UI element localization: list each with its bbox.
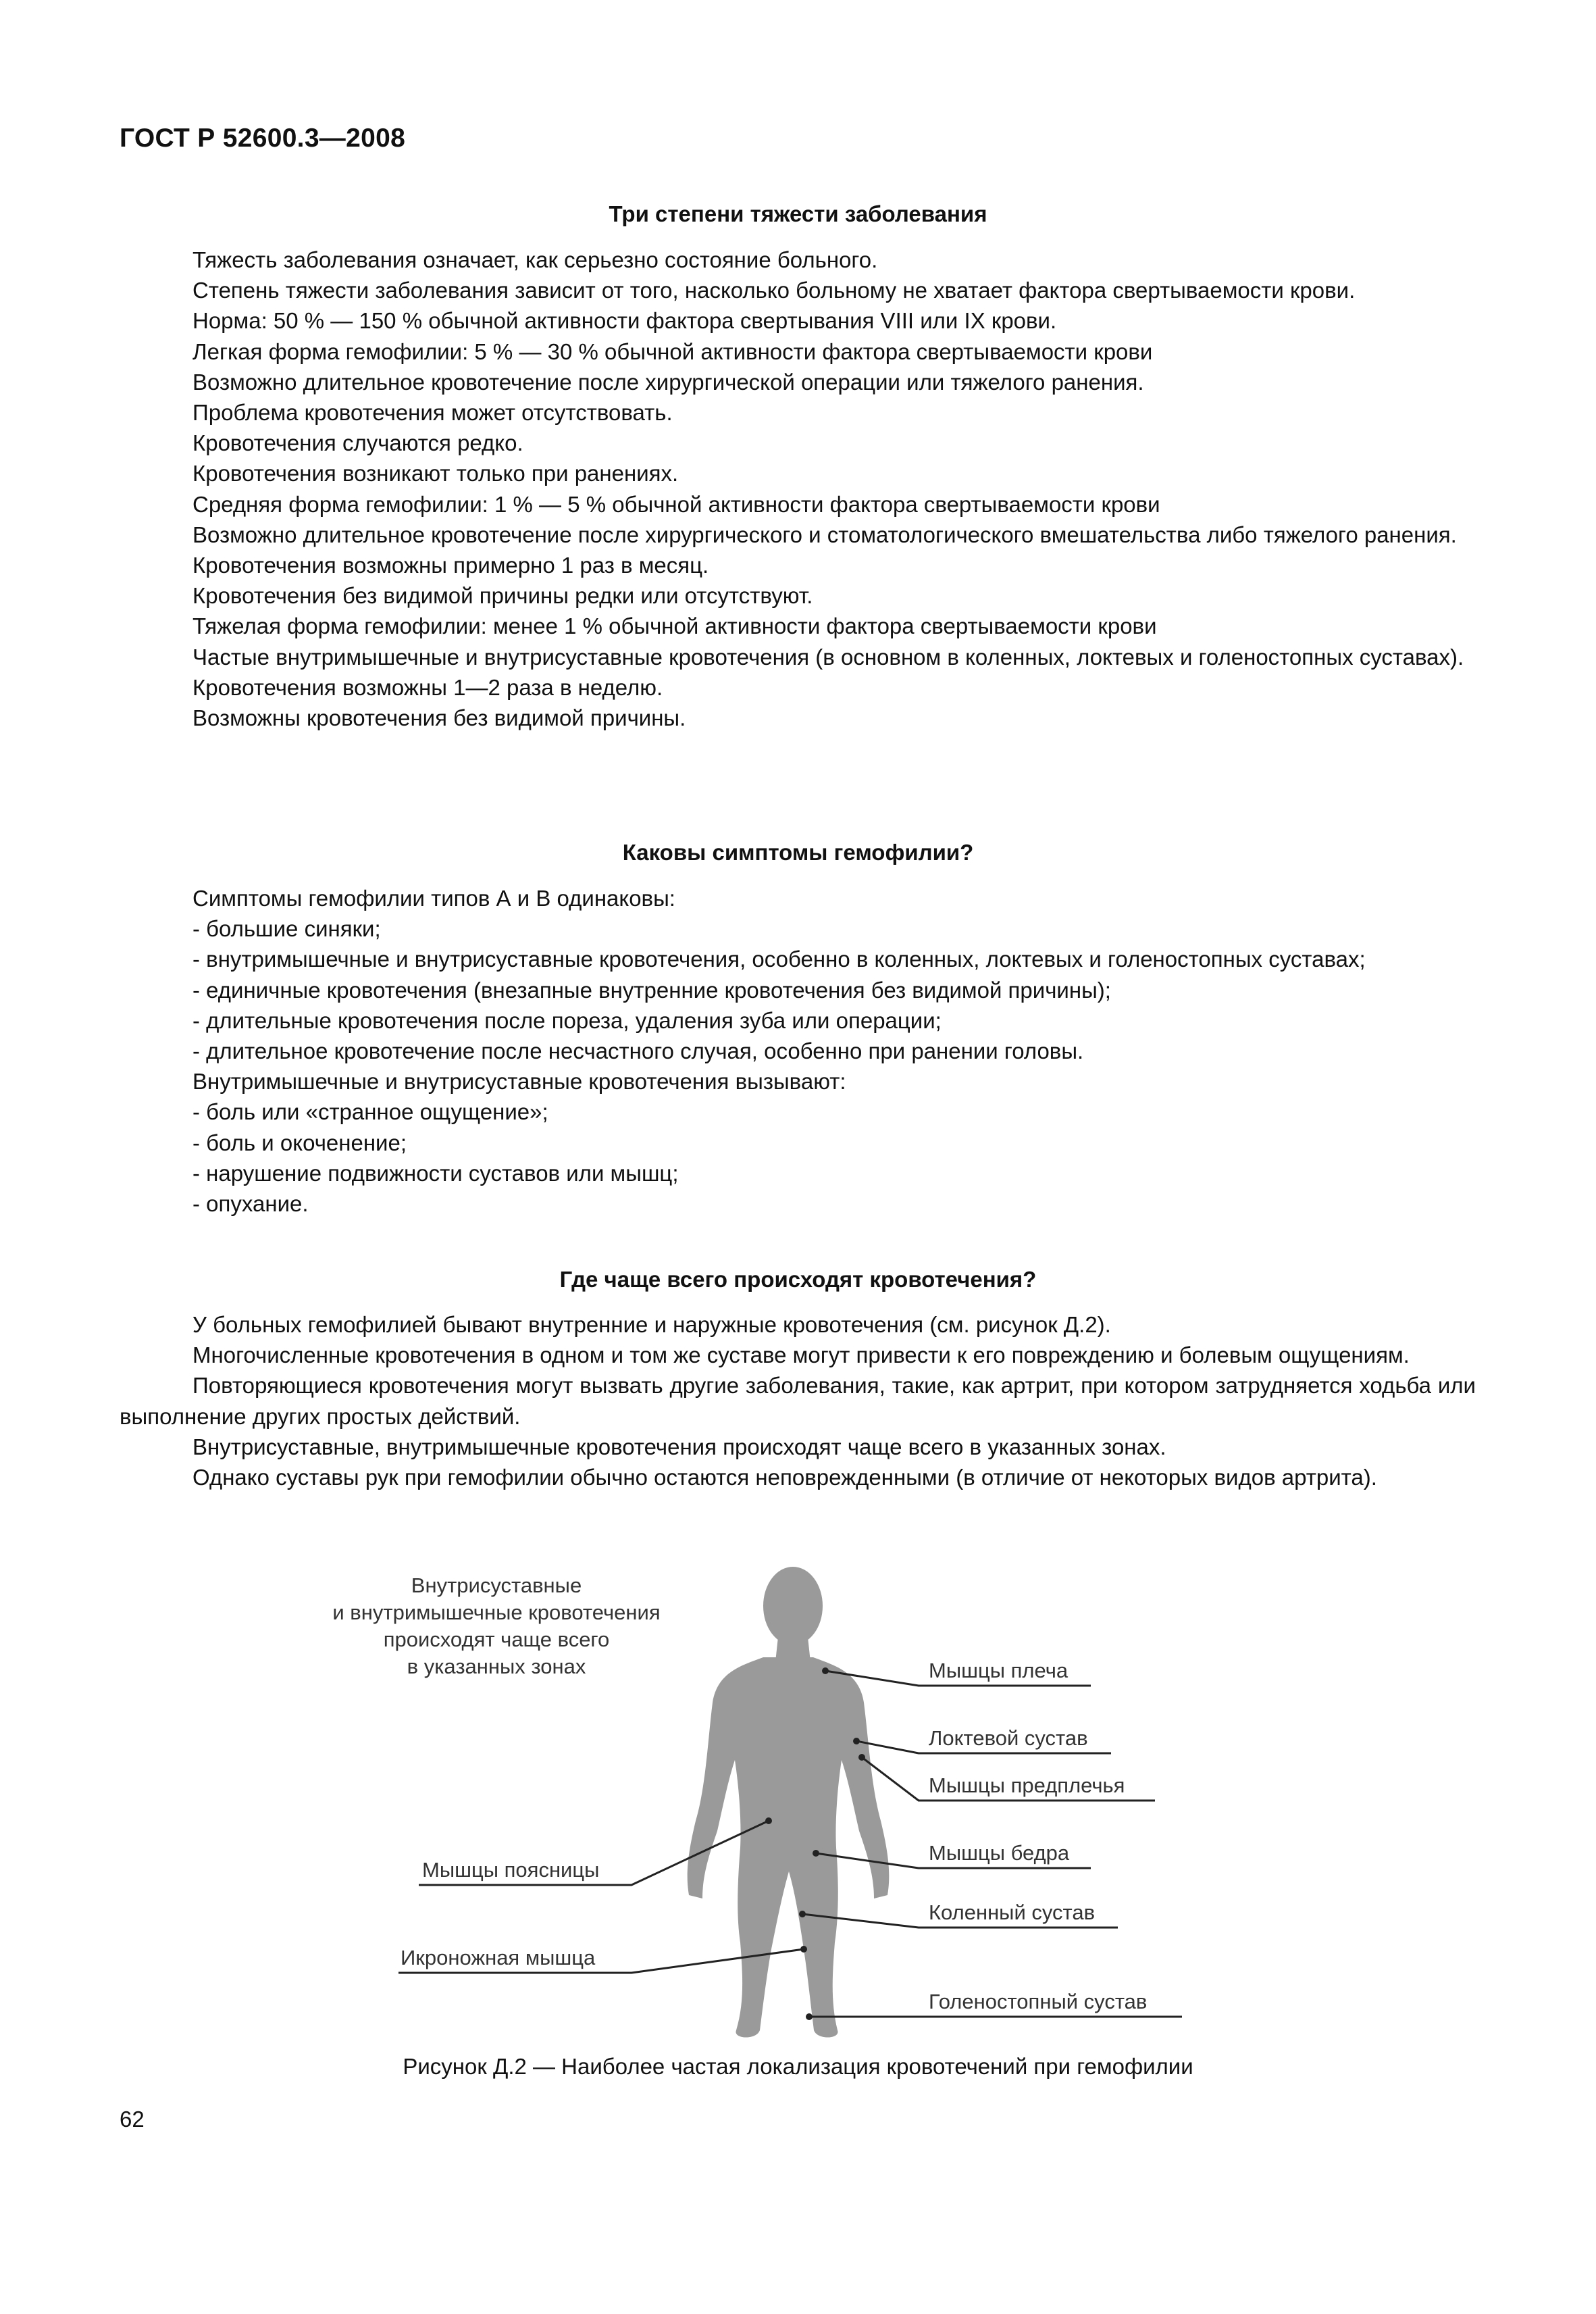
page-number: 62 <box>120 2107 145 2132</box>
list-item: - большие синяки; <box>192 916 381 942</box>
section-body-locations <box>120 1309 1476 1492</box>
paragraph: Кровотечения без видимой причины редки или отсутствуют. <box>192 583 813 609</box>
figure-title <box>290 1572 702 1680</box>
figure-title-line: в указанных зонах <box>407 1655 586 1678</box>
paragraph: Симптомы гемофилии типов А и В одинаковы: <box>192 886 675 911</box>
label-calf-muscle: Икроножная мышца <box>401 1946 596 1969</box>
paragraph: Легкая форма гемофилии: 5 % — 30 % обычной активности фактора свертываемости крови <box>192 338 1153 364</box>
paragraph: Степень тяжести заболевания зависит от того, насколько больному не хватает фактора свертываемости крови. <box>192 278 1356 303</box>
paragraph: У больных гемофилией бывают внутренние и наружные кровотечения (см. рисунок Д.2). <box>192 1312 1111 1337</box>
list-item: - внутримышечные и внутрисуставные кровотечения, особенно в коленных, локтевых и голеностопных суставах; <box>192 947 1366 972</box>
paragraph: Тяжелая форма гемофилии: менее 1 % обычной активности фактора свертываемости крови <box>192 613 1157 639</box>
list-item: - единичные кровотечения (внезапные внутренние кровотечения без видимой причины); <box>192 977 1111 1003</box>
label-knee-joint: Коленный сустав <box>929 1901 1096 1924</box>
paragraph: Кровотечения возможны 1—2 раза в неделю. <box>192 674 663 700</box>
figure-title-line: происходят чаще всего <box>383 1628 610 1651</box>
paragraph: Повторяющиеся кровотечения могут вызвать другие заболевания, такие, как артрит, при котором затрудняется ходьба или выполнение других простых действий. <box>120 1373 1476 1429</box>
paragraph: Тяжесть заболевания означает, как серьезно состояние больного. <box>192 247 878 272</box>
label-lower-back-muscles: Мышцы поясницы <box>422 1858 600 1882</box>
section-title-symptoms: Каковы симптомы гемофилии? <box>622 840 974 865</box>
standard-code: ГОСТ Р 52600.3—2008 <box>120 124 406 153</box>
section-body-severity <box>120 245 1476 733</box>
paragraph: Средняя форма гемофилии: 1 % — 5 % обычной активности фактора свертываемости крови <box>192 491 1160 517</box>
figure-body-map <box>290 1564 1270 2044</box>
label-shoulder-muscles: Мышцы плеча <box>929 1659 1069 1682</box>
list-item: - длительное кровотечение после несчастного случая, особенно при ранении головы. <box>192 1038 1084 1064</box>
paragraph: Возможно длительное кровотечение после хирургического и стоматологического вмешательства либо тяжелого ранения. <box>192 522 1457 547</box>
paragraph: Возможно длительное кровотечение после хирургической операции или тяжелого ранения. <box>192 369 1144 395</box>
figure-title-line: и внутримышечные кровотечения <box>332 1601 661 1624</box>
section-title-severity: Три степени тяжести заболевания <box>609 201 987 226</box>
paragraph: Внутримышечные и внутрисуставные кровотечения вызывают: <box>192 1069 846 1095</box>
paragraph: Частые внутримышечные и внутрисуставные кровотечения (в основном в коленных, локтевых и голеностопных суставах). <box>192 644 1464 670</box>
paragraph: Кровотечения случаются редко. <box>192 430 523 456</box>
list-item: - нарушение подвижности суставов или мышц; <box>192 1160 679 1186</box>
paragraph: Однако суставы рук при гемофилии обычно остаются неповрежденными (в отличие от некоторых видов артрита). <box>192 1465 1377 1490</box>
paragraph: Многочисленные кровотечения в одном и том же суставе могут привести к его повреждению и болевым ощущениям. <box>192 1342 1410 1368</box>
paragraph: Внутрисуставные, внутримышечные кровотечения происходят чаще всего в указанных зонах. <box>192 1434 1166 1459</box>
paragraph: Норма: 50 % — 150 % обычной активности фактора свертывания VIII или IX крови. <box>192 308 1057 334</box>
section-title-locations: Где чаще всего происходят кровотечения? <box>559 1267 1037 1292</box>
paragraph: Возможны кровотечения без видимой причины. <box>192 705 686 731</box>
label-thigh-muscles: Мышцы бедра <box>929 1841 1070 1865</box>
list-item: - боль или «странное ощущение»; <box>192 1099 548 1125</box>
list-item: - боль и окоченение; <box>192 1130 407 1155</box>
paragraph: Кровотечения возможны примерно 1 раз в месяц. <box>192 553 709 578</box>
list-item: - длительные кровотечения после пореза, удаления зуба или операции; <box>192 1007 942 1033</box>
figure-title-line: Внутрисуставные <box>411 1574 582 1597</box>
label-elbow-joint: Локтевой сустав <box>929 1726 1088 1750</box>
paragraph: Кровотечения возникают только при ранениях. <box>192 461 679 486</box>
label-ankle-joint: Голеностопный сустав <box>929 1990 1148 2013</box>
figure-caption: Рисунок Д.2 — Наиболее частая локализация кровотечений при гемофилии <box>403 2054 1193 2079</box>
list-item: - опухание. <box>192 1191 309 1217</box>
section-body-symptoms <box>120 883 1476 1219</box>
human-silhouette-icon <box>688 1567 890 2038</box>
paragraph: Проблема кровотечения может отсутствовать. <box>192 400 673 426</box>
label-forearm-muscles: Мышцы предплечья <box>929 1774 1125 1797</box>
